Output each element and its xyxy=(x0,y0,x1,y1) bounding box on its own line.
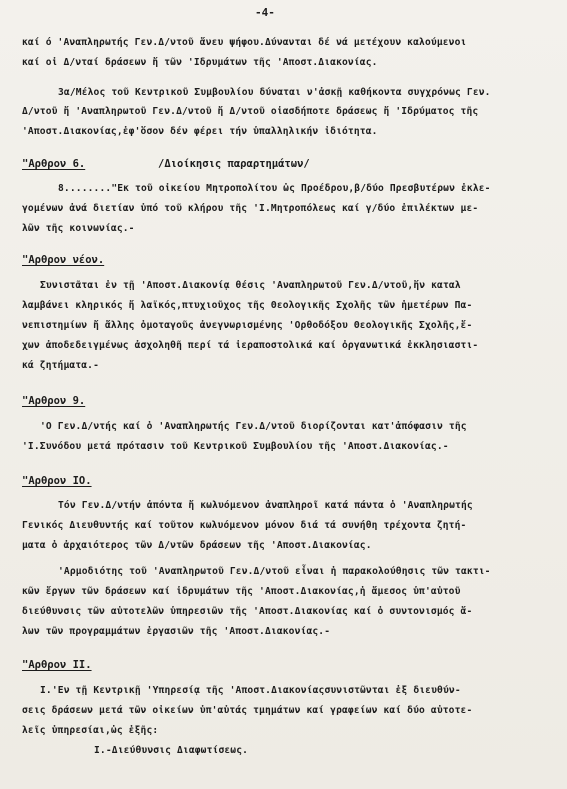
text-line: 3α/Μέλος τοῦ Κεντρικοῦ Συμβουλίου δύναται ν'ἀσκῇ καθήκοντα συγχρόνως Γεν. xyxy=(58,87,491,98)
text-line: λαμβάνει κληρικός ἤ λαϊκός,πτυχιοῦχος τῆς Θεολογικῆς Σχολῆς τῶν ἡμετέρων Πα- xyxy=(22,300,473,311)
text-line: διεύθυνσις τῶν αὐτοτελῶν ὑπηρεσιῶν τῆς 'Αποστ.Διακονίας καί ὁ συντονισμός ἄ- xyxy=(22,606,473,617)
article-9-heading: "Αρθρον 9. xyxy=(22,395,86,407)
text-line: 'Αρμοδιότης τοῦ 'Αναπληρωτοῦ Γεν.Δ/ντοῦ εἶναι ἡ παρακολούθησις τῶν τακτι- xyxy=(58,566,491,577)
article-6-subtitle: /Διοίκησις παραρτημάτων/ xyxy=(158,158,310,170)
text-line: κῶν ἔργων τῶν δράσεων καί ἱδρυμάτων τῆς 'Αποστ.Διακονίας,ἡ ἄμεσος ὑπ'αὐτοῦ xyxy=(22,586,461,597)
text-line: νεπιστημίων ἤ ἄλλης ὁμοταγοῦς ἀνεγνωρισμένης 'Ορθοδόξου Θεολογικῆς Σχολῆς,ἔ- xyxy=(22,320,473,331)
text-line: ματα ὁ ἀρχαιότερος τῶν Δ/ντῶν δράσεων τῆς 'Αποστ.Διακονίας. xyxy=(22,540,372,551)
text-line: Γενικός Διευθυντής καί τοῦτον κωλυόμενον μόνον διά τά συνήθη τρέχοντα ζητή- xyxy=(22,520,467,531)
text-line: 'Αποστ.Διακονίας,ἐφ'ὅσον δέν φέρει τήν ὑπαλληλικήν ἰδιότητα. xyxy=(22,126,378,137)
text-line: καί ό 'Αναπληρωτής Γεν.Δ/ντοῦ ἄνευ ψήφου.Δύνανται δέ νά μετέχουν καλούμενοι xyxy=(22,37,467,48)
text-line: λεῖς ὑπηρεσίαι,ὡς ἑξῆς: xyxy=(22,725,159,736)
article-11-heading: "Αρθρον II. xyxy=(22,659,92,671)
article-new-heading: "Αρθρον νέον. xyxy=(22,254,105,266)
text-line: Συνιστᾶται ἐν τῇ 'Αποστ.Διακονίᾳ θέσις 'Αναπληρωτοῦ Γεν.Δ/ντοῦ,ἥν καταλ xyxy=(40,280,461,291)
text-line: 'Ο Γεν.Δ/ντής καί ὁ 'Αναπληρωτής Γεν.Δ/ντοῦ διορίζονται κατ'ἀπόφασιν τῆς xyxy=(40,421,467,432)
text-line: I.-Διεύθυνσις Διαφωτίσεως. xyxy=(94,745,249,756)
text-line: καί οἱ Δ/νταί δράσεων ἤ τῶν 'Ιδρυμάτων τῆς 'Αποστ.Διακονίας. xyxy=(22,57,378,68)
text-line: χων ἀποδεδειγμένως ἀσχοληθῆ περί τά ἱεραποστολικά καί ὀργανωτικά ἐκκλησιαστι- xyxy=(22,340,479,351)
text-line: σεις δράσεων μετά τῶν οἰκείων ὑπ'αὐτάς τμημάτων καί γραφείων καί δύο αὐτοτε- xyxy=(22,705,473,716)
text-line: Τόν Γεν.Δ/ντήν ἀπόντα ἤ κωλυόμενον ἀναπληροῖ κατά πάντα ὁ 'Αναπληρωτής xyxy=(58,500,473,511)
article-6-heading: "Αρθρον 6. xyxy=(22,158,86,170)
text-line: λων τῶν προγραμμάτων ἐργασιῶν τῆς 'Αποστ.Διακονίας.- xyxy=(22,626,331,637)
text-line: λῶν τῆς κοινωνίας.- xyxy=(22,223,135,234)
page-number: -4- xyxy=(255,6,275,19)
text-line: γομένων ἀνά διετίαν ὑπό τοῦ κλήρου τῆς 'Ι.Μητροπόλεως καί γ/δύο ἐπιλέκτων με- xyxy=(22,203,479,214)
text-line: 8........"Εκ τοῦ οἰκείου Μητροπολίτου ὡς Προέδρου,β/δύο Πρεσβυτέρων ἐκλε- xyxy=(58,183,491,194)
text-line: 'Ι.Συνόδου μετά πρότασιν τοῦ Κεντρικοῦ Συμβουλίου τῆς 'Αποστ.Διακονίας.- xyxy=(22,441,449,452)
article-10-heading: "Αρθρον IO. xyxy=(22,475,92,487)
text-line: Δ/ντοῦ ἤ 'Αναπληρωτοῦ Γεν.Δ/ντοῦ ἤ Δ/ντοῦ οἱασδήποτε δράσεως ἤ 'Ιδρύματος τῆς xyxy=(22,106,479,117)
text-line: I.'Εν τῇ Κεντρικῇ 'Υπηρεσίᾳ τῆς 'Αποστ.Διακονίαςσυνιστῶνται ἐξ διευθύν- xyxy=(40,685,461,696)
text-line: κά ζητήματα.- xyxy=(22,360,100,371)
